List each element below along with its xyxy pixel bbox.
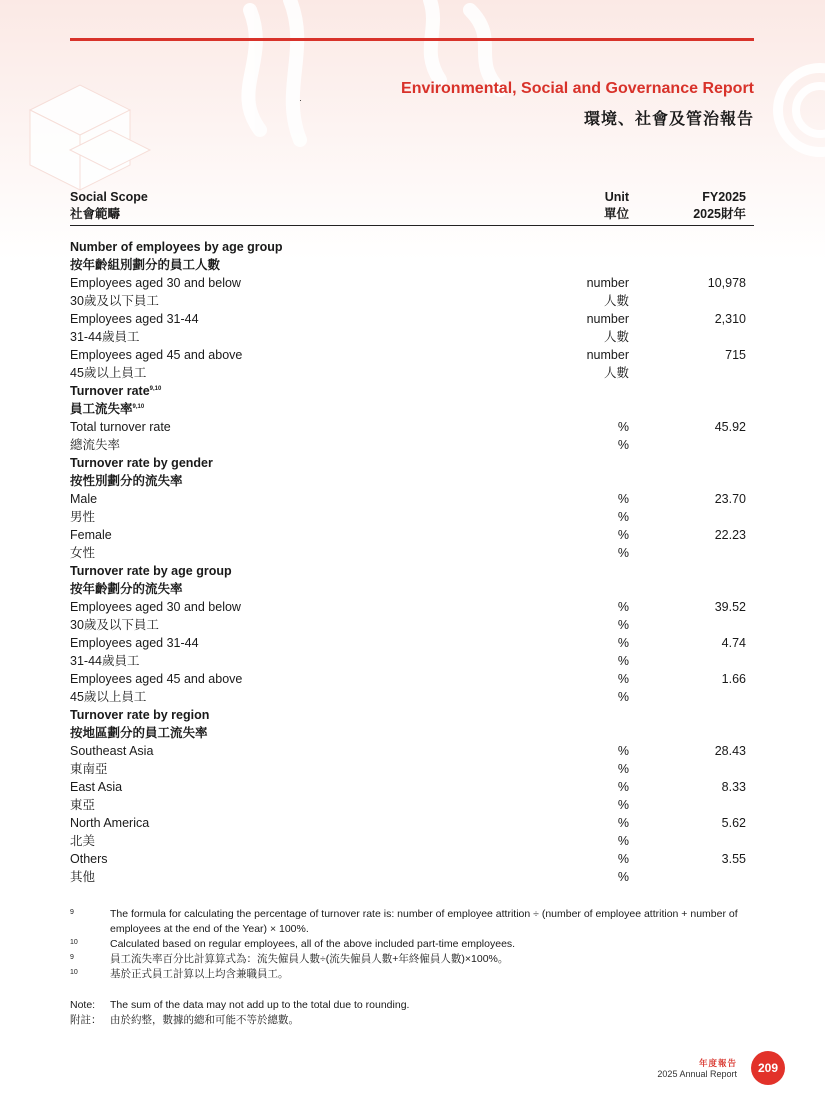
header-rule [70,38,754,41]
note-label-chinese: 附註： [70,1014,102,1026]
column-header-fy2025: FY2025 2025財年 [693,190,746,221]
row-label: 45歲以上員工 [70,366,147,380]
row-unit: % [617,816,629,830]
column-header-scope: Social Scope 社會範疇 [70,190,148,221]
section-heading-row [70,706,754,724]
section-heading-row [70,724,754,742]
table-row [70,868,754,886]
section-heading-row [70,580,754,598]
row-label: Female [70,528,112,542]
row-label: 按地區劃分的員工流失率 [70,726,208,740]
footnote [70,937,760,952]
row-value: 22.23 [714,528,746,542]
row-value: 4.74 [721,636,746,650]
footer-report-label: 2025 Annual Report [657,1069,737,1079]
section-heading-row [70,382,754,400]
footnote-reference: 9,10 [132,404,145,410]
table-row [70,598,754,616]
row-label: Turnover rate by age group [70,564,232,578]
table-row [70,760,754,778]
table-row [70,652,754,670]
row-unit: 人數 [603,366,629,380]
row-unit: % [617,870,629,884]
table-row [70,670,754,688]
footnote-text: Calculated based on regular employees, all of the above included part-time employees. [110,938,516,950]
row-unit: % [617,618,629,632]
footnote-marker: 9 [70,954,74,961]
table-row [70,436,754,454]
footnote-text: The formula for calculating the percentage of turnover rate is: number of employee attrition ÷ (number of employee attrition + number of employees at the end of the Year) × 100%. [110,908,738,935]
row-unit: number [586,348,629,362]
row-label: 其他 [70,870,96,884]
table-row [70,292,754,310]
row-value: 45.92 [714,420,746,434]
row-unit: % [617,438,629,452]
row-unit: % [617,672,629,686]
row-unit: % [617,546,629,560]
row-value: 2,310 [714,312,746,326]
footnote-marker: 10 [70,939,78,946]
report-title-chinese: 環境、社會及管治報告 [583,111,754,128]
row-label: 31-44歲員工 [70,654,140,668]
row-label: 45歲以上員工 [70,690,147,704]
footnote [70,907,760,937]
table-row [70,832,754,850]
social-scope-table [70,189,754,886]
table-row [70,508,754,526]
section-heading-row [70,562,754,580]
row-label: 女性 [70,546,96,560]
row-label: 總流失率 [70,438,121,452]
table-row [70,526,754,544]
table-row [70,274,754,292]
row-label: 30歲及以下員工 [70,618,159,632]
row-label: Others [70,852,108,866]
row-label: Turnover rate$^{9,10}$ [70,384,162,398]
footnote-marker: 9 [70,909,74,916]
row-label: Employees aged 31-44 [70,312,199,326]
row-value: 5.62 [721,816,746,830]
table-row [70,634,754,652]
note-text-chinese: 由於約整，數據的總和可能不等於總數。 [110,1014,299,1026]
row-unit: 人數 [603,294,629,308]
row-label: 按年齡劃分的流失率 [70,582,183,596]
row-label: 東南亞 [70,762,108,776]
footnote [70,952,760,967]
row-value: 39.52 [714,600,746,614]
section-heading-row [70,400,754,418]
row-value: 8.33 [721,780,746,794]
table-header [70,189,754,226]
row-label: North America [70,816,150,830]
table-row [70,544,754,562]
row-label: Total turnover rate [70,420,171,434]
row-label: Employees aged 45 and above [70,348,243,362]
row-label: 東亞 [70,798,96,812]
table-row [70,778,754,796]
row-label: East Asia [70,780,123,794]
row-label: Employees aged 31-44 [70,636,199,650]
table-row [70,346,754,364]
report-title: Environmental, Social and Governance Report [401,80,754,97]
row-unit: % [617,492,629,506]
footnote-text: 員工流失率百分比計算算式為：流失僱員人數÷(流失僱員人數+年終僱員人數)×100%。 [110,953,509,965]
row-label: 男性 [70,510,96,524]
row-label: 按年齡組別劃分的員工人數 [70,258,221,272]
section-heading-row [70,256,754,274]
footnote [70,967,760,982]
stray-mark [300,100,301,101]
row-unit: number [586,312,629,326]
row-unit: % [617,762,629,776]
row-label: Turnover rate by gender [70,456,213,470]
footnotes [70,907,760,982]
row-unit: % [617,510,629,524]
row-unit: number [586,276,629,290]
row-value: 715 [725,348,746,362]
row-value: 10,978 [707,276,746,290]
row-unit: % [617,528,629,542]
row-value: 3.55 [721,852,746,866]
row-label: 按性別劃分的流失率 [70,474,183,488]
row-unit: % [617,636,629,650]
table-row [70,688,754,706]
table-row [70,850,754,868]
row-unit: % [617,834,629,848]
row-unit: % [617,600,629,614]
row-unit: % [617,654,629,668]
row-label: Employees aged 30 and below [70,276,241,290]
section-heading-row [70,238,754,256]
table-row [70,310,754,328]
row-label: Number of employees by age group [70,240,283,254]
table-row [70,328,754,346]
row-value: 28.43 [714,744,746,758]
row-label: 30歲及以下員工 [70,294,159,308]
row-unit: % [617,798,629,812]
row-unit: % [617,744,629,758]
note-label: Note: [70,999,96,1011]
row-label: Turnover rate by region [70,708,210,722]
table-row [70,796,754,814]
row-label: Employees aged 30 and below [70,600,241,614]
row-unit: % [617,420,629,434]
table-row [70,418,754,436]
column-header-unit: Unit 單位 [603,190,629,221]
table-row [70,364,754,382]
footnote-reference: 9,10 [149,386,162,392]
rounding-note [70,998,409,1028]
row-label: Southeast Asia [70,744,154,758]
row-unit: 人數 [603,330,629,344]
table-row [70,814,754,832]
row-label: Employees aged 45 and above [70,672,243,686]
row-unit: % [617,852,629,866]
section-heading-row [70,454,754,472]
table-body [70,238,754,886]
section-heading-row [70,472,754,490]
row-label: 31-44歲員工 [70,330,140,344]
row-unit: % [617,780,629,794]
footnote-marker: 10 [70,969,78,976]
note-text: The sum of the data may not add up to the total due to rounding. [110,999,410,1011]
row-unit: % [617,690,629,704]
footer-report-label-chinese: 年度報告 [698,1058,737,1068]
row-value: 23.70 [714,492,746,506]
page-number-badge: 209 [751,1051,785,1085]
row-label: 北美 [70,834,96,848]
table-row [70,742,754,760]
footnote-text: 基於正式員工計算以上均含兼職員工。 [110,968,289,980]
row-value: 1.66 [721,672,746,686]
row-label: Male [70,492,98,506]
table-row [70,616,754,634]
row-label: 員工流失率$^{9,10}$ [70,402,145,416]
table-row [70,490,754,508]
